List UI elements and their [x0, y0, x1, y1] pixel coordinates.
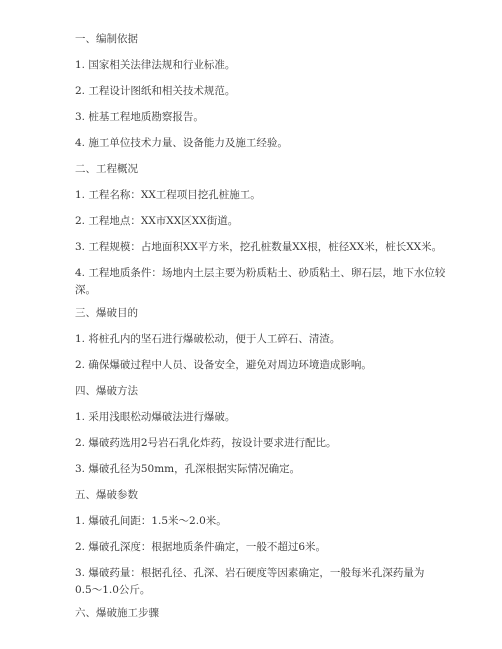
list-item: 1. 采用浅眼松动爆破法进行爆破。 — [75, 411, 236, 423]
list-item-continuation: 0.5～1.0公斤。 — [75, 584, 151, 596]
section-heading-6: 六、爆破施工步骤 — [75, 607, 159, 619]
section-heading-3: 三、爆破目的 — [75, 307, 138, 319]
list-item: 1. 国家相关法律法规和行业标准。 — [75, 59, 236, 71]
list-item-continuation: 深。 — [75, 284, 96, 296]
list-item: 3. 爆破药量：根据孔径、孔深、岩石硬度等因素确定，一般每米孔深药量为 — [75, 567, 425, 579]
list-item: 3. 工程规模：占地面积XX平方米，挖孔桩数量XX根，桩径XX米，桩长XX米。 — [75, 241, 443, 253]
list-item: 1. 爆破孔间距：1.5米～2.0米。 — [75, 515, 227, 527]
list-item: 2. 爆破孔深度：根据地质条件确定，一般不超过6米。 — [75, 541, 327, 553]
list-item: 1. 工程名称：XX工程项目挖孔桩施工。 — [75, 189, 261, 201]
section-heading-4: 四、爆破方法 — [75, 385, 138, 397]
list-item: 4. 工程地质条件：场地内土层主要为粉质粘土、砂质粘土、卵石层，地下水位较 — [75, 267, 446, 279]
section-heading-5: 五、爆破参数 — [75, 489, 138, 501]
list-item: 2. 工程设计图纸和相关技术规范。 — [75, 85, 236, 97]
list-item: 3. 爆破孔径为50mm，孔深根据实际情况确定。 — [75, 463, 301, 475]
list-item: 3. 桩基工程地质勘察报告。 — [75, 111, 204, 123]
list-item: 2. 确保爆破过程中人员、设备安全，避免对周边环境造成影响。 — [75, 359, 372, 371]
list-item: 1. 将桩孔内的坚石进行爆破松动，便于人工碎石、清渣。 — [75, 333, 341, 345]
list-item: 2. 爆破药选用2号岩石乳化炸药，按设计要求进行配比。 — [75, 437, 337, 449]
section-heading-2: 二、工程概况 — [75, 163, 138, 175]
section-heading-1: 一、编制依据 — [75, 33, 138, 45]
list-item: 4. 施工单位技术力量、设备能力及施工经验。 — [75, 137, 288, 149]
list-item: 2. 工程地点：XX市XX区XX街道。 — [75, 215, 239, 227]
